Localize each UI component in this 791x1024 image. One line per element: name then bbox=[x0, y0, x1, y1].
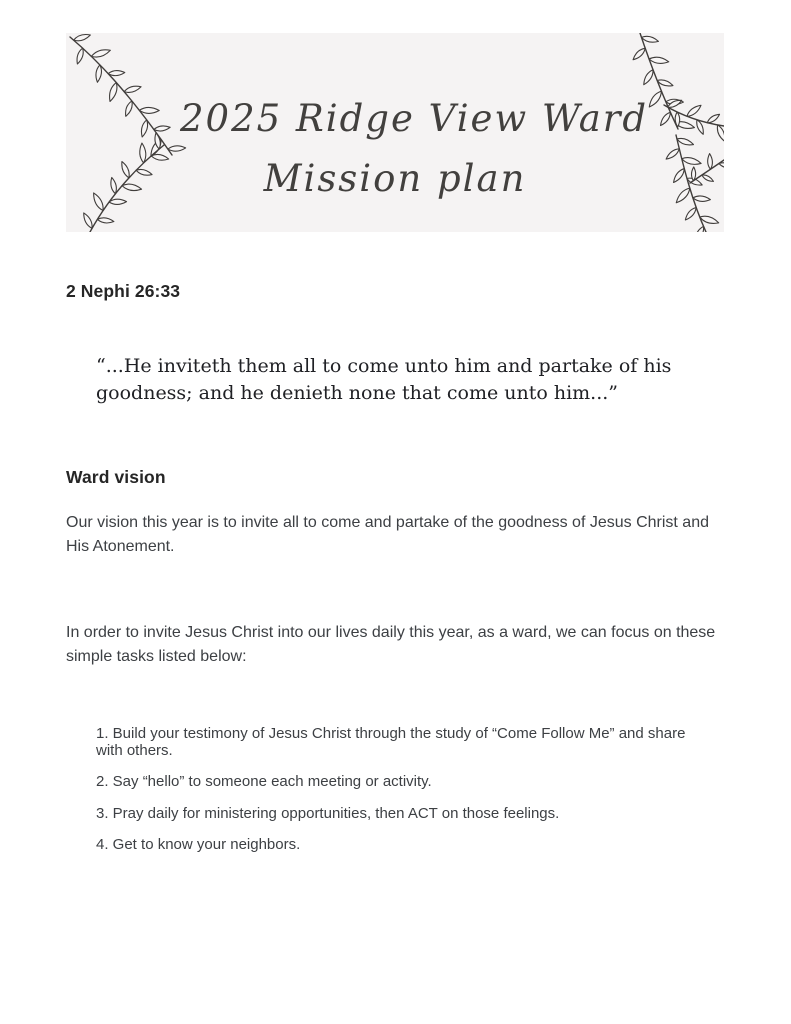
scripture-reference-heading: 2 Nephi 26:33 bbox=[66, 281, 181, 301]
title-line-2: Mission plan bbox=[263, 157, 527, 200]
task-item-2: 2. Say “hello” to someone each meeting or activity. bbox=[96, 773, 432, 790]
task-list bbox=[96, 726, 716, 854]
task-item-4: 4. Get to know your neighbors. bbox=[96, 836, 301, 853]
task-item-3: 3. Pray daily for ministering opportunities, then ACT on those feelings. bbox=[96, 804, 560, 822]
ward-vision-heading: Ward vision bbox=[66, 467, 166, 487]
tasks-intro-paragraph: In order to invite Jesus Christ into our lives daily this year, as a ward, we can focus on these simple tasks listed below: bbox=[66, 624, 716, 665]
ward-vision-paragraph: Our vision this year is to invite all to come and partake of the goodness of Jesus Christ and His Atonement. bbox=[66, 514, 709, 555]
header-banner bbox=[66, 33, 724, 232]
document-body bbox=[66, 232, 724, 869]
task-item-1: 1. Build your testimony of Jesus Christ through the study of “Come Follow Me” and share with others. bbox=[96, 725, 686, 759]
scripture-quote: “...He inviteth them all to come unto him and partake of his goodness; and he denieth none that come unto him...” bbox=[96, 355, 672, 404]
title-line-1: 2025 Ridge View Ward bbox=[180, 97, 649, 140]
document-title bbox=[180, 91, 649, 207]
